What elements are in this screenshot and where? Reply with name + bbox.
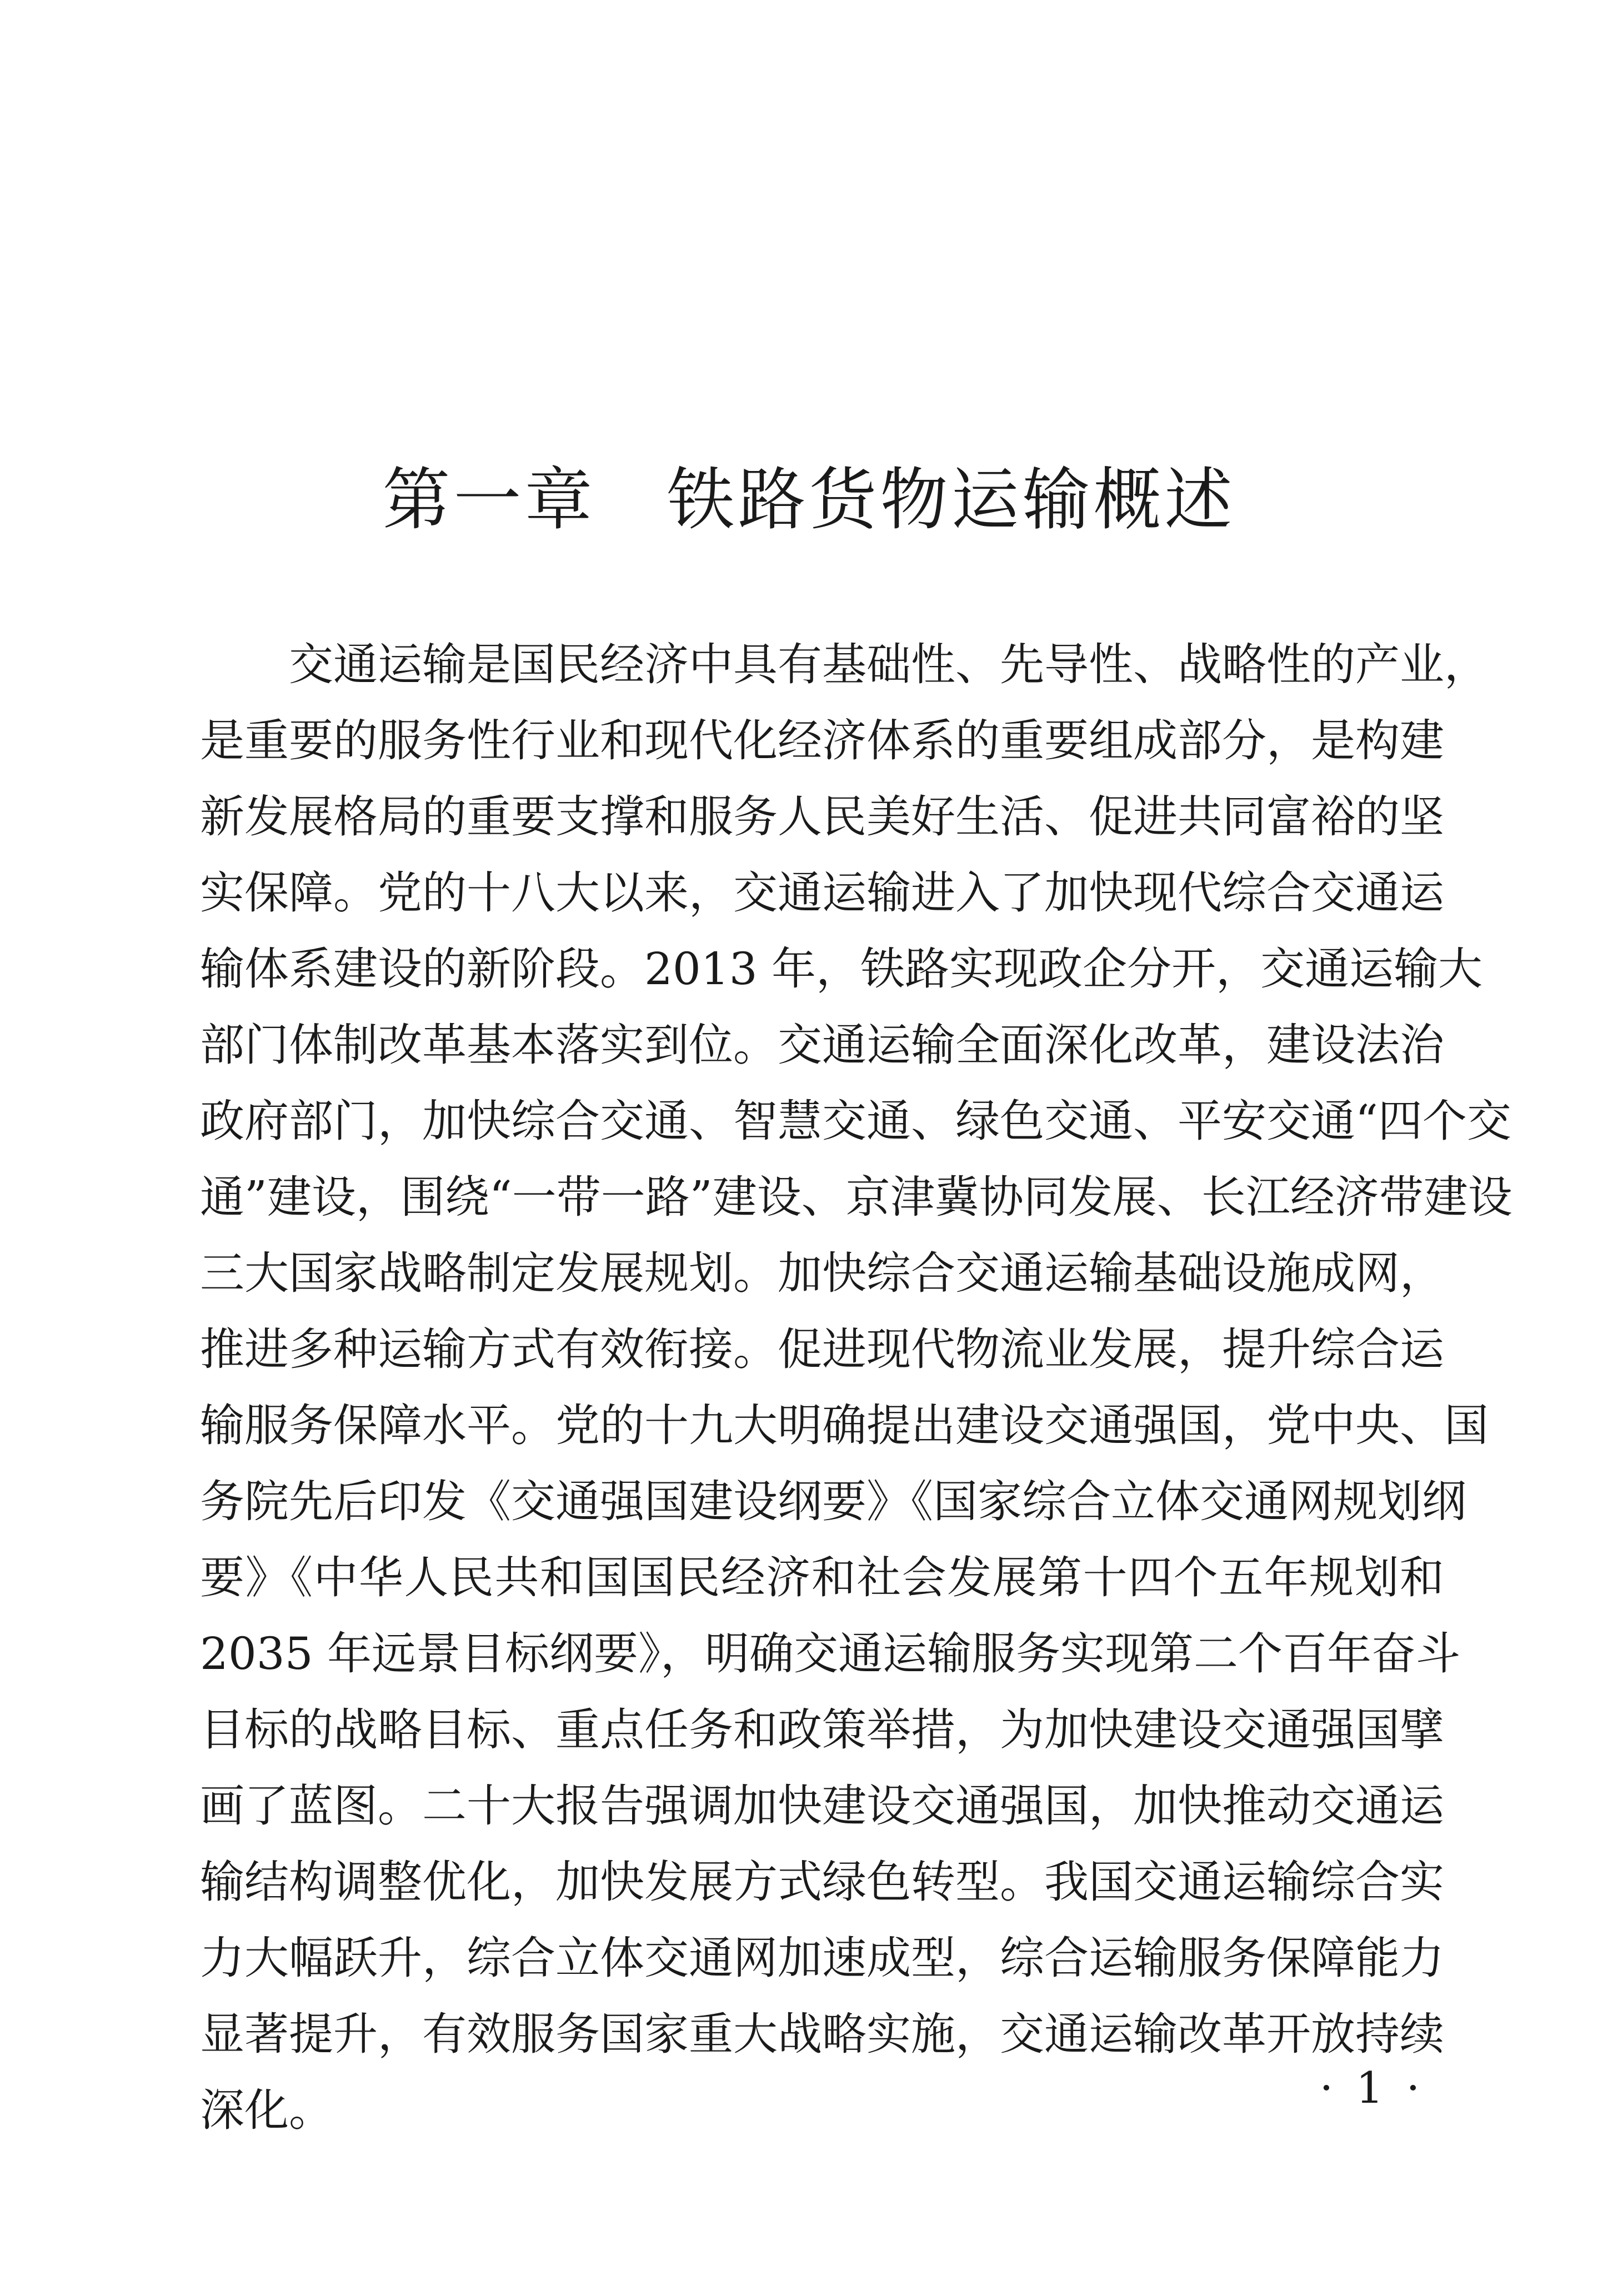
paragraph-line: 通”建设，围绕“一带一路”建设、京津冀协同发展、长江经济带建设 (200, 1171, 1512, 1223)
body-paragraph (200, 626, 1512, 2148)
paragraph-line: 部门体制改革基本落实到位。交通运输全面深化改革，建设法治 (200, 1019, 1444, 1071)
paragraph-line: 政府部门，加快综合交通、智慧交通、绿色交通、平安交通“四个交 (200, 1095, 1511, 1147)
paragraph-line: 深化。 (200, 2084, 333, 2136)
paragraph-line: 显著提升，有效服务国家重大战略实施，交通运输改革开放持续 (200, 2008, 1444, 2060)
paragraph-line: 输服务保障水平。党的十九大明确提出建设交通强国，党中央、国 (200, 1400, 1489, 1451)
paragraph-line: 目标的战略目标、重点任务和政策举措，为加快建设交通强国擘 (200, 1704, 1444, 1756)
chapter-title: 第一章 铁路货物运输概述 (382, 460, 1236, 539)
paragraph-line: 实保障。党的十八大以来，交通运输进入了加快现代综合交通运 (200, 867, 1444, 919)
paragraph-line: 画了蓝图。二十大报告强调加快建设交通强国，加快推动交通运 (200, 1780, 1444, 1832)
paragraph-line: 交通运输是国民经济中具有基础性、先导性、战略性的产业， (289, 639, 1489, 690)
paragraph-line: 要》《中华人民共和国国民经济和社会发展第十四个五年规划和 (200, 1552, 1444, 1603)
paragraph-line: 是重要的服务性行业和现代化经济体系的重要组成部分，是构建 (200, 715, 1444, 766)
paragraph-line: 务院先后印发《交通强国建设纲要》《国家综合立体交通网规划纲 (200, 1476, 1466, 1527)
paragraph-line: 输结构调整优化，加快发展方式绿色转型。我国交通运输综合实 (200, 1856, 1444, 1908)
page-number: · 1 · (1319, 2063, 1425, 2113)
paragraph-line: 力大幅跃升，综合立体交通网加速成型，综合运输服务保障能力 (200, 1932, 1444, 1984)
paragraph-line: 新发展格局的重要支撑和服务人民美好生活、促进共同富裕的坚 (200, 791, 1444, 843)
paragraph-line: 三大国家战略制定发展规划。加快综合交通运输基础设施成网， (200, 1247, 1444, 1299)
paragraph-line: 2035 年远景目标纲要》，明确交通运输服务实现第二个百年奋斗 (200, 1628, 1461, 1680)
paragraph-line: 推进多种运输方式有效衔接。促进现代物流业发展，提升综合运 (200, 1324, 1444, 1375)
paragraph-line: 输体系建设的新阶段。2013 年，铁路实现政企分开，交通运输大 (200, 943, 1483, 995)
